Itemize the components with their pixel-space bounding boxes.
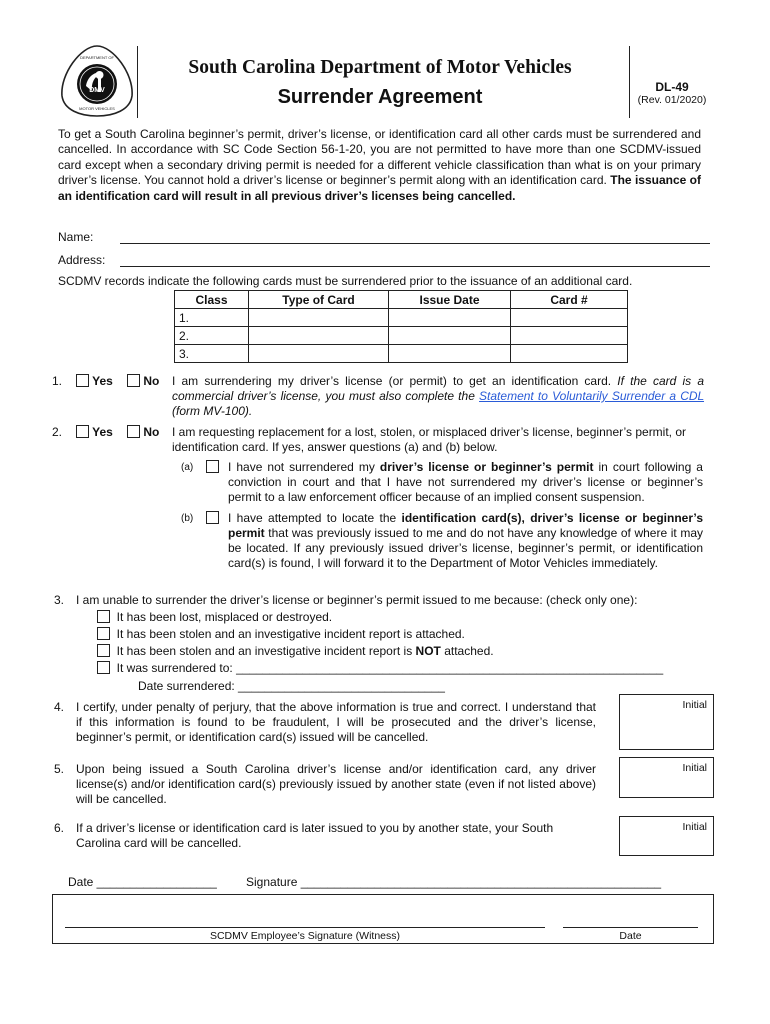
q1-no-label: No bbox=[143, 374, 160, 388]
name-field[interactable] bbox=[120, 243, 710, 244]
cards-table bbox=[174, 290, 628, 363]
q2-yes-checkbox[interactable] bbox=[76, 425, 89, 438]
card-number-cell[interactable] bbox=[511, 327, 628, 345]
q3-lost-checkbox[interactable] bbox=[97, 610, 110, 623]
q3-number: 3. bbox=[54, 593, 65, 607]
table-row bbox=[175, 345, 628, 363]
records-note: SCDMV records indicate the following cards must be surrendered prior to the issuance of an additional card. bbox=[58, 274, 633, 288]
q2b-label: (b) bbox=[181, 513, 194, 524]
type-cell[interactable] bbox=[249, 309, 389, 327]
q3-option-stolen-report bbox=[97, 627, 465, 642]
witness-signature-label: SCDMV Employee’s Signature (Witness) bbox=[209, 930, 401, 942]
q2b-option bbox=[206, 511, 219, 525]
q2-yes-label: Yes bbox=[92, 425, 113, 439]
q2-no-option bbox=[127, 425, 159, 440]
q2b-checkbox[interactable] bbox=[206, 511, 219, 524]
q3-stolen-no-report-checkbox[interactable] bbox=[97, 644, 110, 657]
q1-number: 1. bbox=[52, 374, 63, 388]
q2-yes-option bbox=[76, 425, 113, 440]
q2b-text bbox=[228, 511, 703, 571]
issue-date-cell[interactable] bbox=[389, 309, 511, 327]
q1-no-option bbox=[127, 374, 159, 389]
q3-not-text: NOT bbox=[415, 644, 441, 658]
address-field[interactable] bbox=[120, 266, 710, 267]
q3-date-surrendered-field[interactable]: Date surrendered: _______________________________ bbox=[138, 679, 445, 693]
date-field[interactable]: Date __________________ bbox=[68, 875, 217, 889]
row-number: 2. bbox=[175, 327, 249, 345]
header-divider-right bbox=[629, 46, 630, 118]
issue-date-cell[interactable] bbox=[389, 327, 511, 345]
col-header-type: Type of Card bbox=[249, 291, 389, 309]
issue-date-cell[interactable] bbox=[389, 345, 511, 363]
intro-paragraph bbox=[58, 127, 701, 204]
row-number: 3. bbox=[175, 345, 249, 363]
q2a-checkbox[interactable] bbox=[206, 460, 219, 473]
q3-stolen-report-label: It has been stolen and an investigative incident report is attached. bbox=[116, 627, 465, 641]
card-number-cell[interactable] bbox=[511, 345, 628, 363]
col-header-issue-date: Issue Date bbox=[389, 291, 511, 309]
q3-stolen-no-report-post: attached. bbox=[440, 644, 494, 658]
type-cell[interactable] bbox=[249, 327, 389, 345]
q2b-text-post: that was previously issued to me and do not have any knowledge of where it may be located. If any previously issued driver’s license, beginner’s permit, or identification card(s) is found, I will forward it to the Department of Motor Vehicles immediately. bbox=[228, 526, 703, 570]
q2a-text-pre: I have not surrendered my bbox=[228, 460, 380, 474]
q2a-option bbox=[206, 460, 219, 474]
q2a-label: (a) bbox=[181, 462, 194, 473]
card-number-cell[interactable] bbox=[511, 309, 628, 327]
form-revision: (Rev. 01/2020) bbox=[637, 94, 707, 106]
table-row bbox=[175, 309, 628, 327]
q3-surrendered-checkbox[interactable] bbox=[97, 661, 110, 674]
col-header-card-number: Card # bbox=[511, 291, 628, 309]
q6-initial-label: Initial bbox=[682, 821, 707, 833]
q2-number: 2. bbox=[52, 425, 63, 439]
mv100-link[interactable]: Statement to Voluntarily Surrender a CDL bbox=[479, 389, 705, 403]
name-label: Name: bbox=[58, 230, 94, 244]
signature-field[interactable]: Signature ______________________________________________________ bbox=[246, 875, 662, 889]
witness-date-line[interactable] bbox=[563, 927, 698, 928]
q3-stolen-report-checkbox[interactable] bbox=[97, 627, 110, 640]
q3-stolen-no-report-pre: It has been stolen and an investigative incident report is bbox=[116, 644, 416, 658]
q1-yes-label: Yes bbox=[92, 374, 113, 388]
seal-center-text: DMV bbox=[89, 87, 105, 94]
type-cell[interactable] bbox=[249, 345, 389, 363]
q3-surrendered-field[interactable]: It was surrendered to: ________________________________________________________________ bbox=[116, 661, 664, 675]
q2-text: I am requesting replacement for a lost, stolen, or misplaced driver’s license, beginner’s permit, or identification card. If yes, answer questions (a) and (b) below. bbox=[172, 425, 687, 454]
form-title: Surrender Agreement bbox=[277, 86, 483, 108]
q5-initial-label: Initial bbox=[682, 762, 707, 774]
q1-statement: I am surrendering my driver’s license (or permit) to get an identification card. bbox=[172, 374, 618, 388]
address-label: Address: bbox=[58, 253, 106, 267]
witness-signature-line[interactable] bbox=[65, 927, 545, 928]
q6-text: If a driver’s license or identification card is later issued to you by another state, your South Carolina card will be cancelled. bbox=[76, 821, 554, 850]
q1-text bbox=[172, 374, 704, 419]
q5-initial-box[interactable] bbox=[619, 757, 714, 798]
witness-box bbox=[52, 894, 714, 944]
seal-text-top: DEPARTMENT OF bbox=[80, 55, 114, 60]
q2-no-checkbox[interactable] bbox=[127, 425, 140, 438]
q3-option-stolen-no-report bbox=[97, 644, 494, 659]
q3-text: I am unable to surrender the driver’s license or beginner’s permit issued to me because: (check only one): bbox=[76, 593, 638, 607]
q6-number: 6. bbox=[54, 821, 65, 835]
q4-initial-label: Initial bbox=[682, 699, 707, 711]
row-number: 1. bbox=[175, 309, 249, 327]
q2b-text-pre: I have attempted to locate the bbox=[228, 511, 402, 525]
form-number: DL-49 bbox=[655, 80, 689, 94]
q2a-text bbox=[228, 460, 703, 505]
q1-yes-checkbox[interactable] bbox=[76, 374, 89, 387]
q2-no-label: No bbox=[143, 425, 160, 439]
table-row bbox=[175, 327, 628, 345]
witness-date-label: Date bbox=[619, 930, 642, 942]
col-header-class: Class bbox=[175, 291, 249, 309]
seal-text-bottom: MOTOR VEHICLES bbox=[79, 106, 115, 111]
q2a-text-bold: driver’s license or beginner’s permit bbox=[379, 460, 594, 474]
q4-number: 4. bbox=[54, 700, 65, 714]
q1-italic-note: If the card is a commercial driver’s license, you must also complete the bbox=[172, 374, 704, 403]
organization-name: South Carolina Department of Motor Vehicles bbox=[188, 57, 572, 78]
q6-initial-box[interactable] bbox=[619, 816, 714, 856]
q5-text: Upon being issued a South Carolina driver’s license and/or identification card, any driver license(s) and/or identification card(s) previously issued by another state (even if not listed above) will be cancelled. bbox=[76, 762, 596, 806]
q2a-text-post: in court following a conviction in court and that I have not surrendered my driver’s license or beginner’s permit to a law enforcement officer because of an implied consent suspension. bbox=[228, 460, 703, 504]
scdmv-seal-logo bbox=[58, 44, 136, 118]
q3-option-surrendered bbox=[97, 661, 663, 676]
q2b-text-bold: identification card(s), driver’s license or beginner’s permit bbox=[228, 511, 703, 540]
q1-yes-option bbox=[76, 374, 113, 389]
q1-no-checkbox[interactable] bbox=[127, 374, 140, 387]
header-divider-left bbox=[137, 46, 138, 118]
q1-form-ref: (form MV-100). bbox=[172, 404, 253, 418]
q5-number: 5. bbox=[54, 762, 65, 776]
q4-initial-box[interactable] bbox=[619, 694, 714, 750]
q4-text: I certify, under penalty of perjury, that the above information is true and correct. I understand that if this information is found to be fraudulent, I will be prosecuted and the driver’s license, beginner’s permit, or identification card(s) issued will be cancelled. bbox=[76, 700, 596, 744]
intro-text: To get a South Carolina beginner’s permit, driver’s license, or identification card all other cards must be surrendered and cancelled. In accordance with SC Code Section 56-1-20, you are not permitted to have more than one SCDMV-issued card except when a secondary driving permit is needed for a different vehicle classification than what is on your primary driver’s license. You cannot hold a driver’s license or beginner’s permit along with an identification card. bbox=[58, 127, 701, 188]
q3-lost-label: It has been lost, misplaced or destroyed. bbox=[116, 610, 333, 624]
intro-bold-text: The issuance of an identification card will result in all previous driver’s licenses being cancelled. bbox=[58, 173, 701, 203]
q3-option-lost bbox=[97, 610, 332, 625]
